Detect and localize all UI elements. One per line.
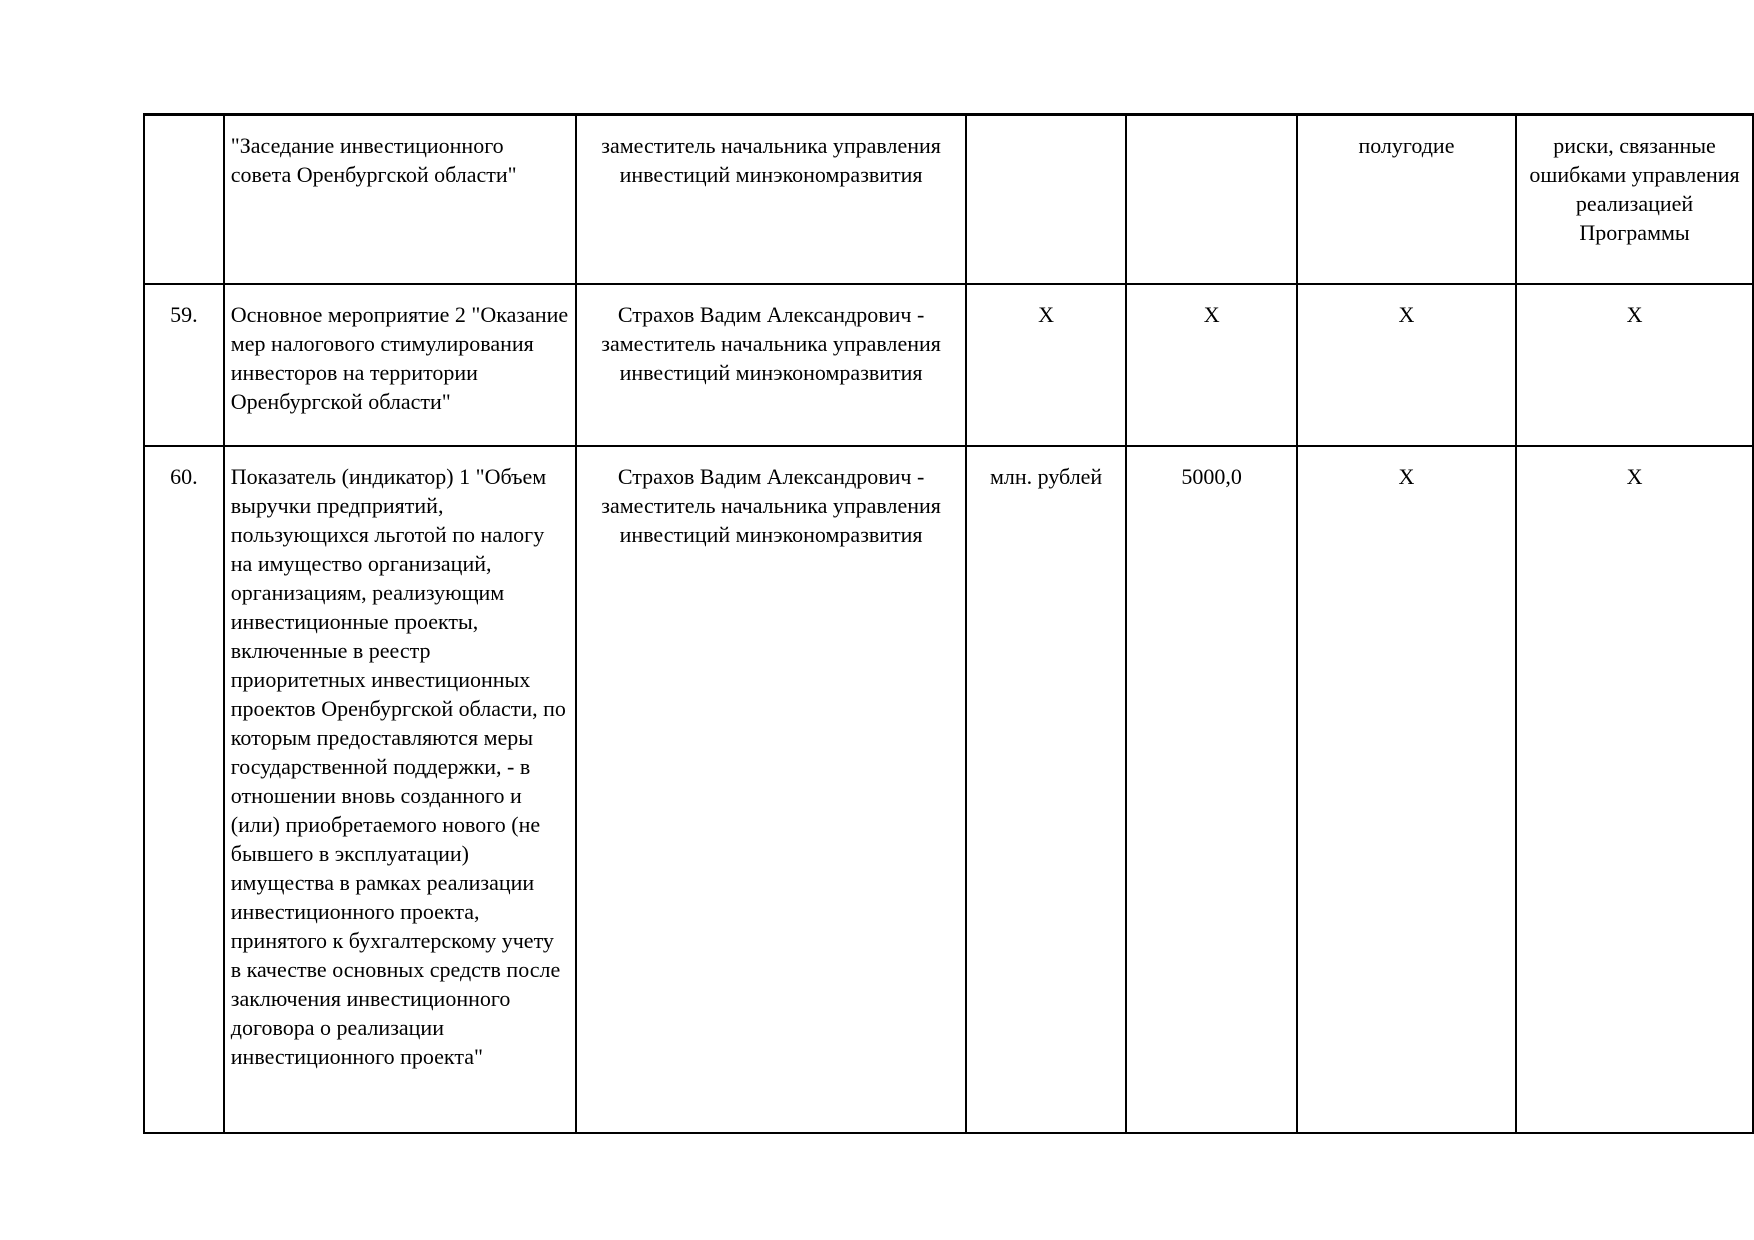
table-row-59 (144, 284, 1753, 446)
period-cell: X (1297, 284, 1516, 446)
program-control-table (143, 113, 1754, 1134)
row-number-cell: 59. (144, 284, 224, 446)
value-cell: 5000,0 (1126, 446, 1296, 1133)
risks-cell: X (1516, 446, 1753, 1133)
value-cell: X (1126, 284, 1296, 446)
period-cell: X (1297, 446, 1516, 1133)
unit-cell: X (966, 284, 1127, 446)
activity-name-cell: Показатель (индикатор) 1 "Объем выручки предприятий, пользующихся льготой по налогу на имущество организаций, организациям, реализующим инвестиционные проекты, включенные в реестр приоритетных инвестиционных проектов Оренбургской области, по которым предоставляются меры государственной поддержки, - в отношении вновь созданного и (или) приобретаемого нового (не бывшего в эксплуатации) имущества в рамках реализации инвестиционного проекта, принятого к бухгалтерскому учету в качестве основных средств после заключения инвестиционного договора о реализации инвестиционного проекта" (224, 446, 577, 1133)
responsible-person-cell: заместитель начальника управления инвестиций минэкономразвития (576, 115, 965, 284)
unit-cell (966, 115, 1127, 284)
activity-name-cell: Основное мероприятие 2 "Оказание мер налогового стимулирования инвесторов на территории Оренбургской области" (224, 284, 577, 446)
table-row-continuation (144, 115, 1753, 284)
value-cell (1126, 115, 1296, 284)
risks-cell: риски, связанные ошибками управления реализацией Программы (1516, 115, 1753, 284)
activity-name-cell: "Заседание инвестиционного совета Оренбургской области" (224, 115, 577, 284)
program-table-container (143, 113, 1754, 1134)
responsible-person-cell: Страхов Вадим Александрович - заместитель начальника управления инвестиций минэкономразвития (576, 284, 965, 446)
responsible-person-cell: Страхов Вадим Александрович - заместитель начальника управления инвестиций минэкономразвития (576, 446, 965, 1133)
table-row-60 (144, 446, 1753, 1133)
row-number-cell: 60. (144, 446, 224, 1133)
table-body (144, 115, 1753, 1133)
period-cell: полугодие (1297, 115, 1516, 284)
unit-cell: млн. рублей (966, 446, 1127, 1133)
row-number-cell (144, 115, 224, 284)
risks-cell: X (1516, 284, 1753, 446)
